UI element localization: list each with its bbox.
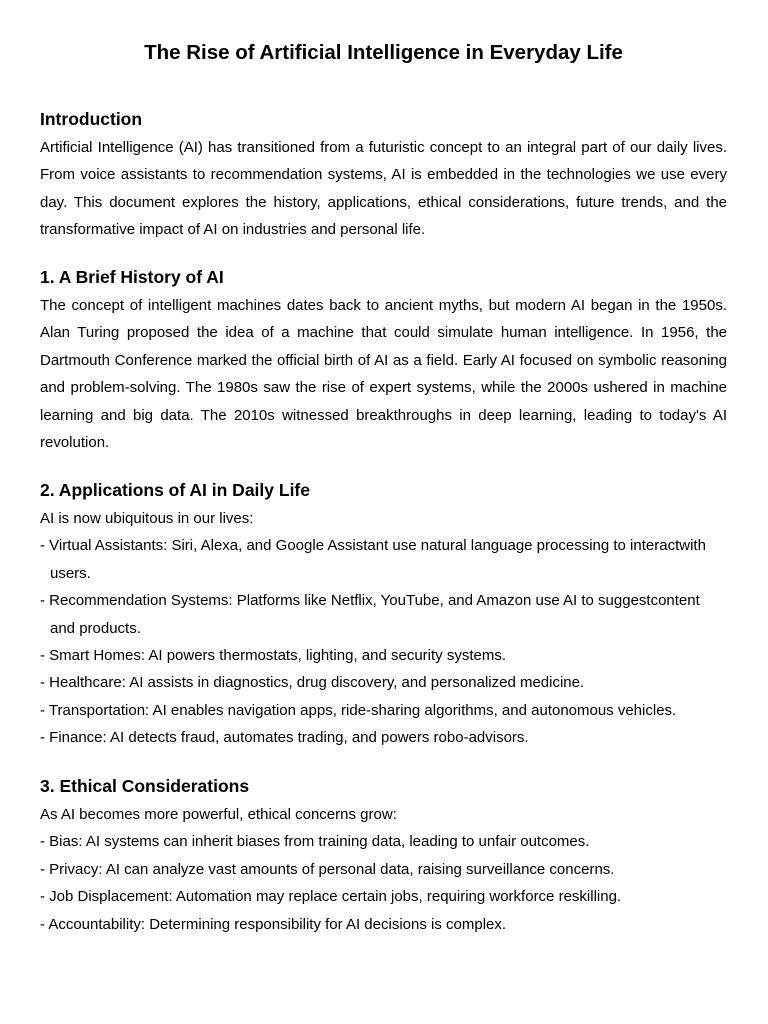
- list-item: - Accountability: Determining responsibility for AI decisions is complex.: [40, 915, 507, 933]
- list-item: - Finance: AI detects fraud, automates trading, and powers robo-advisors.: [40, 729, 529, 747]
- section-heading: Introduction: [40, 109, 143, 129]
- section-paragraph: Artificial Intelligence (AI) has transitioned from a futuristic concept to an integral part of our daily lives. From voice assistants to recommendation systems, AI is embedded in the technologies we use every day. This document explores the history, applications, ethical considerations, future trends, and the transformative impact of AI on industries and personal life.: [40, 139, 727, 239]
- section-heading: 2. Applications of AI in Daily Life: [40, 480, 310, 500]
- section-ethics: [40, 774, 727, 938]
- list-item: - Smart Homes: AI powers thermostats, lighting, and security systems.: [40, 647, 506, 665]
- section-history: [40, 265, 727, 456]
- section-applications: [40, 478, 727, 752]
- section-intro-line: As AI becomes more powerful, ethical concerns grow:: [40, 806, 397, 823]
- list-item: - Job Displacement: Automation may replace certain jobs, requiring workforce reskilling.: [40, 888, 622, 906]
- document-title: The Rise of Artificial Intelligence in Everyday Life: [144, 41, 623, 64]
- list-item: - Transportation: AI enables navigation apps, ride-sharing algorithms, and autonomous vehicles.: [40, 701, 677, 719]
- applications-list: [40, 532, 727, 751]
- list-item: - Healthcare: AI assists in diagnostics, drug discovery, and personalized medicine.: [40, 674, 585, 692]
- section-intro-line: AI is now ubiquitous in our lives:: [40, 510, 254, 527]
- section-heading: 1. A Brief History of AI: [40, 267, 224, 287]
- section-introduction: [40, 107, 727, 244]
- section-heading: 3. Ethical Considerations: [40, 776, 250, 796]
- list-item: - Virtual Assistants: Siri, Alexa, and Google Assistant use natural language processing to interactwith users.: [40, 537, 706, 582]
- ethics-list: [40, 828, 727, 938]
- list-item: - Bias: AI systems can inherit biases from training data, leading to unfair outcomes.: [40, 833, 590, 851]
- list-item: - Recommendation Systems: Platforms like Netflix, YouTube, and Amazon use AI to suggestcontent and products.: [40, 592, 700, 637]
- list-item: - Privacy: AI can analyze vast amounts of personal data, raising surveillance concerns.: [40, 860, 615, 878]
- section-paragraph: The concept of intelligent machines dates back to ancient myths, but modern AI began in the 1950s. Alan Turing proposed the idea of a machine that could simulate human intelligence. In 1956, the Dartmouth Conference marked the official birth of AI as a field. Early AI focused on symbolic reasoning and problem-solving. The 1980s saw the rise of expert systems, while the 2000s ushered in machine learning and big data. The 2010s witnessed breakthroughs in deep learning, leading to today's AI revolution.: [40, 297, 727, 452]
